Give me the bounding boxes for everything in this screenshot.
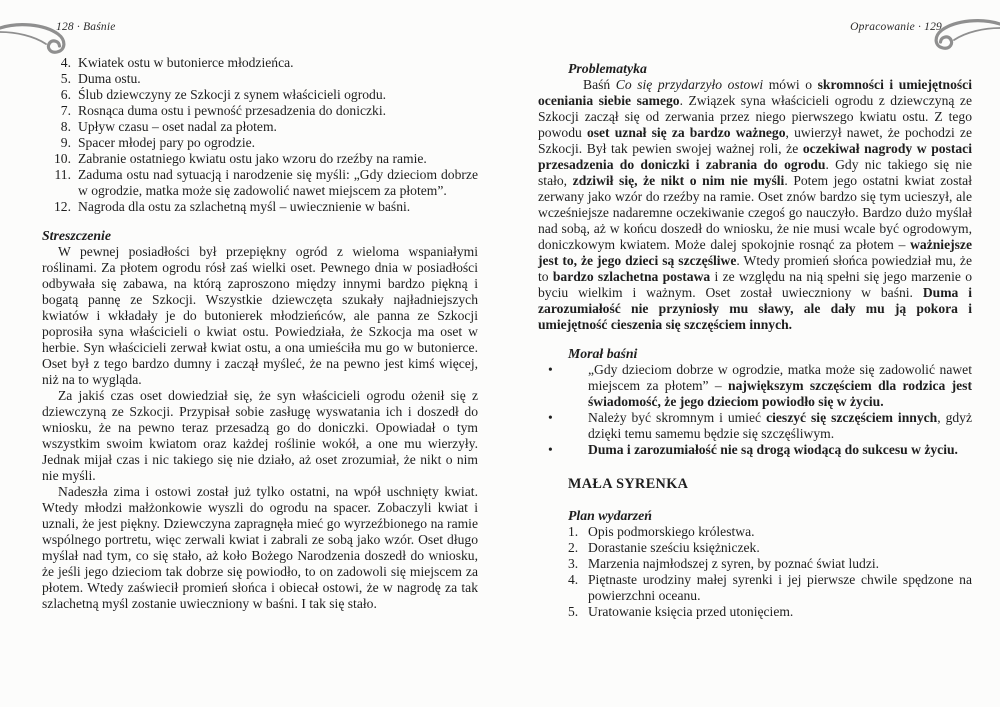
list-text: Zaduma ostu nad sytuacją i narodzenie się myśli: „Gdy dzieciom dobrze w ogrodzie, matka może się zadowolić nawet miejscem za płotem”. [78, 167, 478, 198]
plan-list-item [42, 103, 478, 119]
list-number: 1. [568, 524, 579, 539]
plan-list-item [42, 135, 478, 151]
list-number: 8. [60, 119, 71, 134]
list-number: 9. [60, 135, 71, 150]
list-text: Spacer młodej pary po ogrodzie. [78, 135, 256, 150]
section-heading-problematyka: Problematyka [568, 61, 647, 76]
summary-paragraph: W pewnej posiadłości był przepiękny ogród z wieloma wspaniałymi roślinami. Za płotem ogrodu rósł zaś wielki oset. Pewnego dnia w posiadłości odbywała się zabawa, na którą zaproszono między innymi bardzo piękną i bogatą pannę ze Szkocji. Wszystkie dziewczęta szukały najładniejszych kwiatów i wkładały je do butonierek młodzieńców, ale panna ze Szkocji poprosiła syna właścicieli o kwiat ostu. Powiedziała, że Szkocja ma oset w herbie. Syn właścicieli zerwał kwiat ostu, a ona umieściła mu go w butonierce. Oset był z tego bardzo dumny i zaczął myśleć, że na pewno jest kimś więcej, niż na to wygląda. [42, 244, 478, 387]
list-text: Piętnaste urodziny małej syrenki i jej pierwsze chwile spędzone na powierzchni oceanu. [588, 572, 972, 603]
list-number: 12. [54, 199, 71, 214]
list-number: 5. [60, 71, 71, 86]
list-number: 6. [60, 87, 71, 102]
list-number: 2. [568, 540, 579, 555]
list-text: Dorastanie sześciu księżniczek. [588, 540, 760, 555]
bullet-text: „Gdy dzieciom dobrze w ogrodzie, matka może się zadowolić nawet miejscem za płotem” – największym szczęściem dla rodzica jest świadomość, że jego dzieciom powiodło się w życiu. [588, 362, 972, 409]
summary-paragraph: Nadeszła zima i ostowi został już tylko ostatni, na wpół uschnięty kwiat. Wtedy młodzi małżonkowie wyszli do ogrodu na spacer. Zobaczyli kwiat i uznali, że jest piękny. Dziewczyna zapragnęła mieć go wyrzeźbionego na ramie wspólnego portretu, więc zerwali kwiat i zabrali ze sobą jako wzór. Oset długo myślał nad tym, co się stało, aż koło Bożego Narodzenia doszedł do wniosku, że jeśli jego dzieciom tak dobrze się powiodło, to on zadowoli się miejscem za płotem. Wtedy zaświecił promień słońca i obiecał ostowi, że w nagrodę za tak szlachetną myśl zostanie uwieczniony w baśni. I tak się stało. [42, 484, 478, 611]
list-number: 7. [60, 103, 71, 118]
plan-list-item [538, 540, 972, 556]
list-text: Rosnąca duma ostu i pewność przesadzenia do doniczki. [78, 103, 387, 118]
list-text: Uratowanie księcia przed utonięciem. [588, 604, 794, 619]
plan-list-item [538, 572, 972, 604]
plan-list-continued [42, 55, 478, 215]
plan-list-item [42, 71, 478, 87]
bullet-icon: • [548, 442, 553, 457]
list-text: Ślub dziewczyny ze Szkocji z synem właścicieli ogrodu. [78, 87, 387, 102]
syrenka-plan-list [538, 524, 972, 620]
page-right-column [538, 61, 972, 620]
section-heading-plan-wydarzen: Plan wydarzeń [568, 508, 652, 523]
bullet-text: Duma i zarozumiałość nie są drogą wiodącą do sukcesu w życiu. [588, 442, 958, 457]
list-number: 3. [568, 556, 579, 571]
plan-list-item [42, 87, 478, 103]
list-number: 10. [54, 151, 71, 166]
bullet-icon: • [548, 362, 553, 377]
plan-list-item [538, 524, 972, 540]
plan-list-item [538, 556, 972, 572]
list-number: 11. [54, 167, 71, 182]
list-number: 4. [60, 55, 71, 70]
problematyka-paragraph: Baśń Co się przydarzyło ostowi mówi o skromności i umiejętności oceniania siebie samego. Związek syna właścicieli ogrodu z dziewczyną ze Szkocji zaczął się od zerwania przez niego pierwszego kwiatu ostu. Z tego powodu oset uznał się za bardzo ważnego, uwierzył nawet, że pochodzi ze Szkocji. Był tak pewien swojej ważnej roli, że oczekiwał nagrody w postaci przesadzenia do doniczki i zabrania do ogrodu. Gdy nic takiego się nie stało, zdziwił się, że nikt o nim nie myśli. Potem jego ostatni kwiat został zerwany jako wzór do rzeźby na ramie. Oset znów bardzo się tym ucieszył, ale wcześniejsze nadaremne oczekiwanie czegoś go nauczyło. Bardzo dużo myślał nad sobą, aż w końcu doszedł do wniosku, że nie musi wcale być ogrodowym, doniczkowym kwiatem. Może dalej spokojnie rosnąć za płotem – ważniejsze jest to, że jego dzieci są szczęśliwe. Wtedy promień słońca powiedział mu, że to bardzo szlachetna postawa i ze względu na nią spełni się jego marzenie o byciu wielkim i ważnym. Oset został uwieczniony w baśni. Duma i zarozumiałość nie przyniosły mu sławy, ale dały mu ją pokora i umiejętność cieszenia się szczęściem innych. [538, 77, 972, 332]
running-head-right: Opracowanie · 129 [850, 21, 942, 33]
list-text: Marzenia najmłodszej z syren, by poznać świat ludzi. [588, 556, 880, 571]
bullet-item [538, 442, 972, 458]
page-left-column [42, 55, 478, 612]
summary-paragraph: Za jakiś czas oset dowiedział się, że syn właścicieli ogrodu ożenił się z dziewczyną ze Szkocji. Przypisał sobie zasługę wyswatania ich i doszedł do wniosku, że na pewno teraz przesadzą go do doniczki. Opowiadał o tym wszystkim swoim kwiatom oraz każdej roślinie wokół, a one mu wierzyły. Jednak mijał czas i nic takiego się nie działo, aż oset zrozumiał, że nikt o nim nie myśli. [42, 388, 478, 483]
plan-list-item [42, 199, 478, 215]
list-text: Opis podmorskiego królestwa. [588, 524, 755, 539]
list-text: Zabranie ostatniego kwiatu ostu jako wzoru do rzeźby na ramie. [78, 151, 427, 166]
section-heading-moral: Morał baśni [568, 346, 638, 361]
moral-bullet-list [538, 362, 972, 458]
section-heading-streszczenie: Streszczenie [42, 228, 111, 243]
plan-list-item [42, 151, 478, 167]
list-text: Kwiatek ostu w butonierce młodzieńca. [78, 55, 294, 70]
bullet-item [538, 362, 972, 410]
list-number: 4. [568, 572, 579, 587]
plan-list-item [538, 604, 972, 620]
plan-list-item [42, 167, 478, 199]
list-number: 5. [568, 604, 579, 619]
running-head-left: 128 · Baśnie [56, 21, 116, 33]
list-text: Nagroda dla ostu za szlachetną myśl – uwiecznienie w baśni. [78, 199, 411, 214]
list-text: Upływ czasu – oset nadal za płotem. [78, 119, 277, 134]
plan-list-item [42, 55, 478, 71]
plan-list-item [42, 119, 478, 135]
bullet-item [538, 410, 972, 442]
bullet-icon: • [548, 410, 553, 425]
list-text: Duma ostu. [78, 71, 141, 86]
bullet-text: Należy być skromnym i umieć cieszyć się szczęściem innych, gdyż dzięki temu samemu będzie się szczęśliwym. [588, 410, 972, 441]
tale-title-mala-syrenka: MAŁA SYRENKA [568, 476, 689, 492]
